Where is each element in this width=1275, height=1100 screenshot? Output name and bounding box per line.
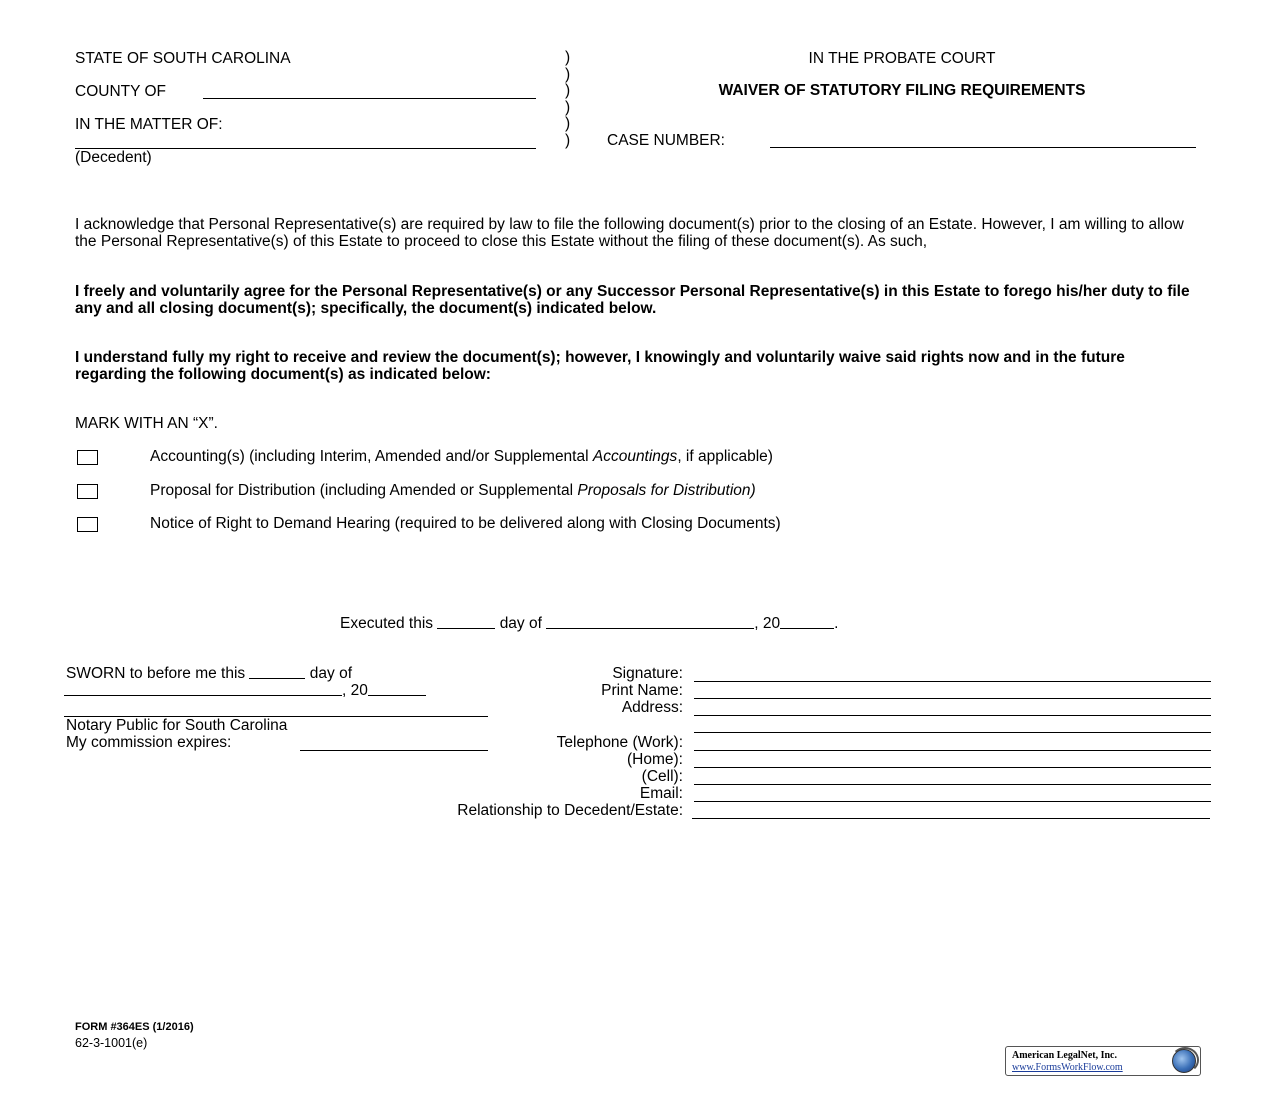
proposal-checkbox[interactable] xyxy=(77,484,98,499)
print-name-label: Print Name: xyxy=(601,682,683,699)
statute-reference: 62-3-1001(e) xyxy=(75,1036,148,1050)
telephone-home-label: (Home): xyxy=(627,751,683,768)
executed-year-field[interactable] xyxy=(780,628,834,629)
decedent-label: (Decedent) xyxy=(75,149,152,166)
address-field-2[interactable] xyxy=(694,732,1211,733)
county-field[interactable] xyxy=(203,98,536,99)
mark-instruction: MARK WITH AN “X”. xyxy=(75,415,218,432)
telephone-cell-field[interactable] xyxy=(694,784,1211,785)
relationship-label: Relationship to Decedent/Estate: xyxy=(457,802,683,819)
telephone-cell-label: (Cell): xyxy=(641,768,683,785)
signature-field[interactable] xyxy=(694,681,1211,682)
address-field-1[interactable] xyxy=(694,715,1211,716)
executed-month-field[interactable] xyxy=(546,628,754,629)
form-title: WAIVER OF STATUTORY FILING REQUIREMENTS xyxy=(718,82,1086,99)
telephone-home-field[interactable] xyxy=(694,767,1211,768)
accounting-option-label: Accounting(s) (including Interim, Amended and/or Supplemental Accountings, if applicable) xyxy=(150,448,773,465)
executed-day-field[interactable] xyxy=(437,628,495,629)
sworn-month-line: , 20 xyxy=(64,682,426,700)
county-label: COUNTY OF xyxy=(75,83,166,100)
commission-label: My commission expires: xyxy=(66,734,232,751)
court-label: IN THE PROBATE COURT xyxy=(808,50,996,67)
executed-line: Executed this day of , 20 . xyxy=(340,615,839,632)
sworn-line: SWORN to before me this day of xyxy=(66,665,353,682)
acknowledgement-paragraph: I acknowledge that Personal Representative(s) are required by law to file the following document(s) prior to the closing of an Estate. However, I am willing to allow the Personal Representative(s) of this Estate to proceed to close this Estate without the filing of these document(s). As such, xyxy=(75,216,1184,250)
email-field[interactable] xyxy=(694,801,1211,802)
signature-label: Signature: xyxy=(612,665,683,682)
case-number-label: CASE NUMBER: xyxy=(607,132,725,149)
commission-expires-field[interactable] xyxy=(300,750,488,751)
publisher-link[interactable]: www.FormsWorkFlow.com xyxy=(1012,1062,1123,1073)
publisher-logo[interactable]: American LegalNet, Inc. www.FormsWorkFlow.com xyxy=(1005,1046,1201,1076)
sworn-year-field[interactable] xyxy=(368,695,426,696)
waiver-paragraph: I understand fully my right to receive and review the document(s); however, I knowingly and voluntarily waive said rights now and in the future regarding the following document(s) as indicated below: xyxy=(75,349,1125,383)
case-number-field[interactable] xyxy=(770,147,1196,148)
state-label: STATE OF SOUTH CAROLINA xyxy=(75,50,291,67)
print-name-field[interactable] xyxy=(694,698,1211,699)
telephone-work-field[interactable] xyxy=(694,750,1211,751)
notice-option-label: Notice of Right to Demand Hearing (required to be delivered along with Closing Documents) xyxy=(150,515,781,532)
globe-icon xyxy=(1172,1049,1196,1073)
relationship-field[interactable] xyxy=(692,818,1210,819)
agreement-paragraph: I freely and voluntarily agree for the Personal Representative(s) or any Successor Personal Representative(s) in this Estate to forego his/her duty to file any and all closing document(s); specifically, the document(s) indicated below. xyxy=(75,283,1190,317)
sworn-day-field[interactable] xyxy=(249,678,305,679)
address-label: Address: xyxy=(621,699,683,716)
email-label: Email: xyxy=(639,785,683,802)
notice-checkbox[interactable] xyxy=(77,517,98,532)
bracket-column: ) ) ) ) ) ) xyxy=(565,49,571,149)
telephone-work-label: Telephone (Work): xyxy=(556,734,683,751)
matter-label: IN THE MATTER OF: xyxy=(75,116,223,133)
sworn-month-field[interactable] xyxy=(64,695,342,696)
proposal-option-label: Proposal for Distribution (including Amended or Supplemental Proposals for Distribution) xyxy=(150,482,756,499)
accounting-checkbox[interactable] xyxy=(77,450,98,465)
form-number: FORM #364ES (1/2016) xyxy=(75,1021,194,1033)
notary-label: Notary Public for South Carolina xyxy=(66,717,288,734)
